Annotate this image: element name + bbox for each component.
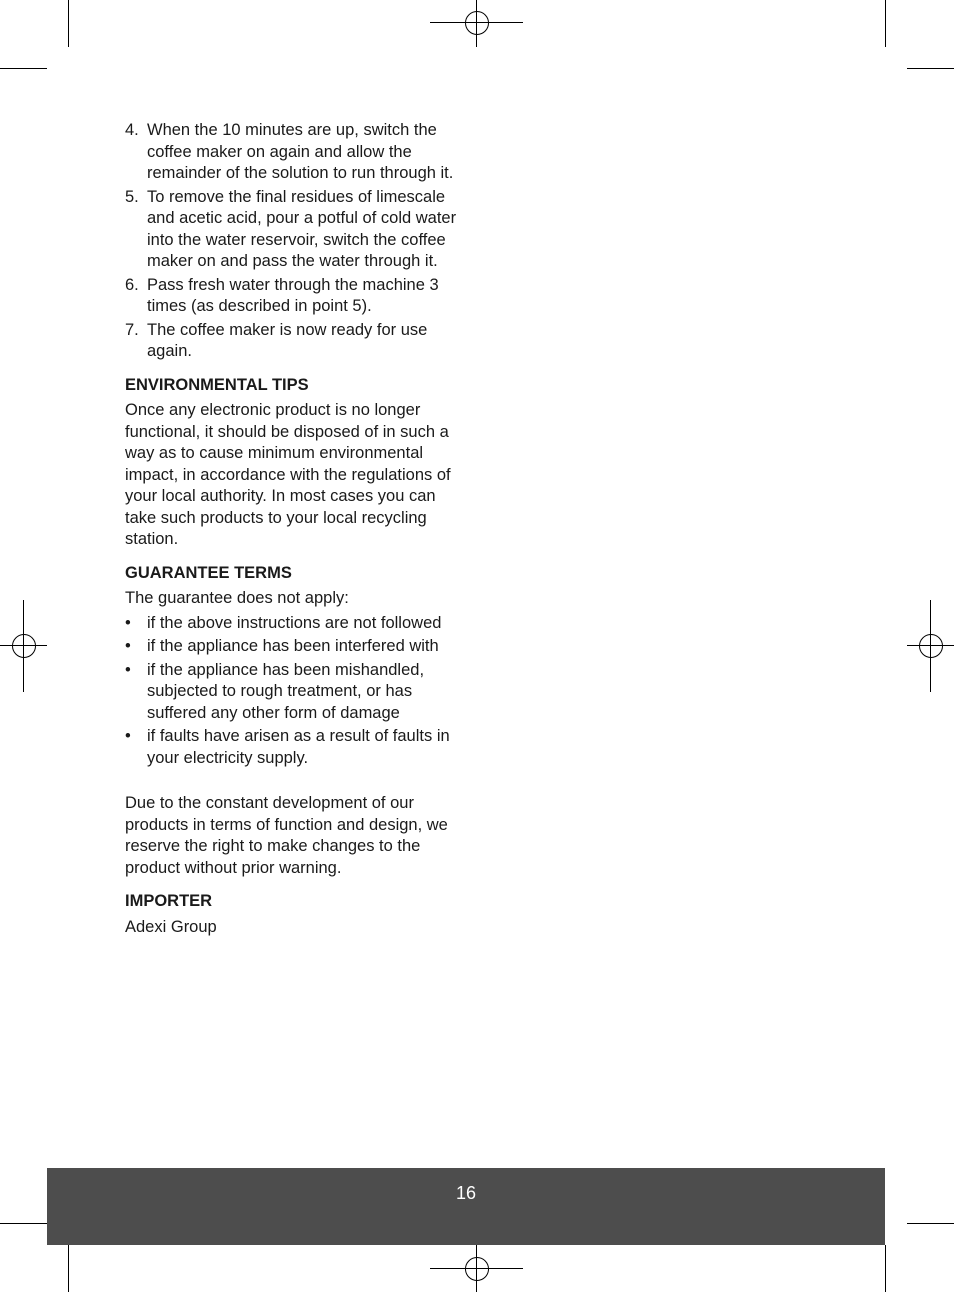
step-text: The coffee maker is now ready for use again. [147,320,428,360]
importer-heading: IMPORTER [125,892,213,910]
page-number: 16 [455,1183,477,1203]
environmental-tips-text: Once any electronic product is no longer functional, it should be disposed of in such a way as to cause minimum environmental impact, in accordance with the regulations of your local authority. In most cases you can take such products to your local recycling station. [125,401,451,548]
product-development-note: Due to the constant development of our products in terms of function and design, we reserve the right to make changes to the product without prior warning. [125,794,448,877]
list-item [125,187,465,273]
crop-mark-top-left-v [68,0,69,47]
list-item [125,320,465,363]
step-number: 7. [125,320,139,339]
list-item-text: if the appliance has been interfered with [147,637,439,655]
bullet: • [125,660,131,679]
bullet: • [125,637,131,655]
list-item [125,120,465,185]
list-item-text: if faults have arisen as a result of faults in your electricity supply. [147,727,450,767]
list-item [125,636,465,658]
crop-mark-top-right-v [885,0,886,47]
manual-content [125,120,465,938]
guarantee-intro: The guarantee does not apply: [125,589,349,607]
list-item-text: if the appliance has been mishandled, subjected to rough treatment, or has suffered any other form of damage [147,660,425,722]
crop-mark-bottom-left-v [68,1245,69,1292]
step-number: 6. [125,275,139,294]
step-number: 4. [125,121,139,139]
list-item [125,613,465,635]
section-spacer [125,771,465,793]
list-item [125,660,465,725]
step-number: 5. [125,187,139,206]
crop-mark-top-right-h [907,68,954,69]
footer-bar [47,1168,885,1245]
list-item-text: if the above instructions are not followed [147,613,442,632]
crop-mark-bottom-left-h [0,1223,47,1224]
list-item [125,726,465,769]
bullet: • [125,727,131,745]
environmental-tips-heading: ENVIRONMENTAL TIPS [125,375,309,394]
step-text: Pass fresh water through the machine 3 times (as described in point 5). [147,275,439,315]
descaling-steps-list [125,120,465,363]
importer-name: Adexi Group [125,917,217,936]
guarantee-exclusions-list [125,613,465,770]
step-text: To remove the final residues of limescale and acetic acid, pour a potful of cold water into the water reservoir, switch the coffee maker on and pass the water through it. [147,187,457,270]
bullet: • [125,613,131,632]
list-item [125,275,465,318]
crop-mark-top-left-h [0,68,47,69]
crop-mark-bottom-right-h [907,1223,954,1224]
crop-mark-bottom-right-v [885,1245,886,1292]
guarantee-terms-heading: GUARANTEE TERMS [125,563,292,582]
step-text: When the 10 minutes are up, switch the coffee maker on again and allow the remainder of the solution to run through it. [147,121,454,182]
